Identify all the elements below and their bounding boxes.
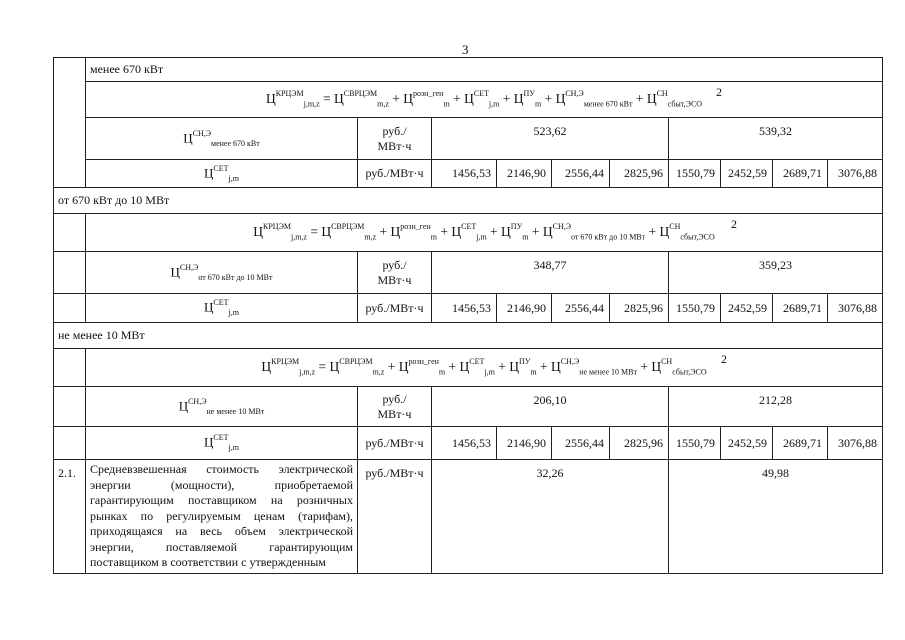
index-cell	[54, 214, 86, 252]
item-description: Средневзвешенная стоимость электрической энергии (мощности), приобретаемой гарантирующим поставщиком на розничных рынках по регулируемым ценам (тарифам), приходящаяся на весь объем электрической энергии, поставляемой гарантирующим поставщиком в соответствии с утвержденным	[86, 460, 358, 574]
value-cell: 539,32	[669, 118, 883, 160]
value-cell: 1550,79	[669, 427, 721, 460]
unit-cell: руб./МВт·ч	[358, 294, 432, 323]
value-cell: 32,26	[432, 460, 669, 574]
unit-cell: руб./ МВт·ч	[358, 252, 432, 294]
value-cell: 2452,59	[721, 427, 773, 460]
value-cell: 1456,53	[432, 160, 497, 188]
footnote-mark: 2	[716, 85, 722, 99]
unit-cell: руб./ МВт·ч	[358, 387, 432, 427]
unit-cell: руб./ МВт·ч	[358, 118, 432, 160]
value-cell: 49,98	[669, 460, 883, 574]
footnote-mark: 2	[721, 352, 727, 366]
value-cell: 523,62	[432, 118, 669, 160]
value-cell: 3076,88	[828, 427, 883, 460]
label-set: $Ц^{СЕТ}_{j,m}$	[86, 160, 358, 188]
section-title: не менее 10 МВт	[54, 323, 883, 349]
value-cell: 2689,71	[773, 427, 828, 460]
value-cell: 1456,53	[432, 427, 497, 460]
footnote-mark: 2	[731, 217, 737, 231]
table-row	[54, 294, 883, 323]
table-row	[54, 214, 883, 252]
value-cell: 2689,71	[773, 160, 828, 188]
index-cell	[54, 252, 86, 294]
table-row	[54, 387, 883, 427]
formula-670-10: $Ц^{КРЦЭМ}_{j,m,z} = Ц^{СВРЦЭМ}_{m,z} + Ц^{розн\_ген}_m + Ц^{СЕТ}_{j,m} + Ц^{ПУ}_m + Ц^{СН,Э}_{от 670 кВт до 10 МВт} + Ц^{СН}_{сбыт,ЭСО}$ 2	[86, 214, 883, 252]
table-row	[54, 58, 883, 82]
index-cell	[54, 387, 86, 427]
unit-cell: руб./МВт·ч	[358, 427, 432, 460]
index-cell	[54, 349, 86, 387]
index-cell	[54, 58, 86, 188]
value-cell: 1456,53	[432, 294, 497, 323]
value-cell: 1550,79	[669, 160, 721, 188]
value-cell: 2556,44	[552, 160, 610, 188]
tariff-table	[53, 57, 883, 574]
value-cell: 2452,59	[721, 294, 773, 323]
table-row	[54, 427, 883, 460]
label-set: $Ц^{СЕТ}_{j,m}$	[86, 427, 358, 460]
value-cell: 2452,59	[721, 160, 773, 188]
value-cell: 1550,79	[669, 294, 721, 323]
value-cell: 2146,90	[497, 427, 552, 460]
unit-cell: руб./МВт·ч	[358, 460, 432, 574]
label-sn-less-670: $Ц^{СН,Э}_{менее 670 кВт}$	[86, 118, 358, 160]
label-sn-10plus: $Ц^{СН,Э}_{не менее 10 МВт}$	[86, 387, 358, 427]
table-row	[54, 349, 883, 387]
value-cell: 3076,88	[828, 294, 883, 323]
value-cell: 2825,96	[610, 427, 669, 460]
table-row	[54, 82, 883, 118]
table-row	[54, 160, 883, 188]
label-set: $Ц^{СЕТ}_{j,m}$	[86, 294, 358, 323]
page-number: 3	[462, 42, 469, 57]
value-cell: 2146,90	[497, 294, 552, 323]
formula-less-670: $Ц^{КРЦЭМ}_{j,m,z} = Ц^{СВРЦЭМ}_{m,z} + Ц^{розн\_ген}_m + Ц^{СЕТ}_{j,m} + Ц^{ПУ}_m + Ц^{СН,Э}_{менее 670 кВт} + Ц^{СН}_{сбыт,ЭСО}$ 2	[86, 82, 883, 118]
value-cell: 2146,90	[497, 160, 552, 188]
index-cell	[54, 427, 86, 460]
value-cell: 206,10	[432, 387, 669, 427]
item-index: 2.1.	[54, 460, 86, 574]
value-cell: 3076,88	[828, 160, 883, 188]
value-cell: 2556,44	[552, 294, 610, 323]
table-row	[54, 252, 883, 294]
value-cell: 2689,71	[773, 294, 828, 323]
value-cell: 2825,96	[610, 160, 669, 188]
index-cell	[54, 294, 86, 323]
value-cell: 212,28	[669, 387, 883, 427]
table-row	[54, 118, 883, 160]
unit-cell: руб./МВт·ч	[358, 160, 432, 188]
section-title: от 670 кВт до 10 МВт	[54, 188, 883, 214]
table-row	[54, 323, 883, 349]
value-cell: 348,77	[432, 252, 669, 294]
table-row	[54, 188, 883, 214]
value-cell: 2825,96	[610, 294, 669, 323]
formula-10plus: $Ц^{КРЦЭМ}_{j,m,z} = Ц^{СВРЦЭМ}_{m,z} + Ц^{розн\_ген}_m + Ц^{СЕТ}_{j,m} + Ц^{ПУ}_m + Ц^{СН,Э}_{не менее 10 МВт} + Ц^{СН}_{сбыт,ЭСО}$ 2	[86, 349, 883, 387]
table-row	[54, 460, 883, 574]
section-title: менее 670 кВт	[86, 58, 883, 82]
value-cell: 359,23	[669, 252, 883, 294]
value-cell: 2556,44	[552, 427, 610, 460]
label-sn-670-10: $Ц^{СН,Э}_{от 670 кВт до 10 МВт}$	[86, 252, 358, 294]
